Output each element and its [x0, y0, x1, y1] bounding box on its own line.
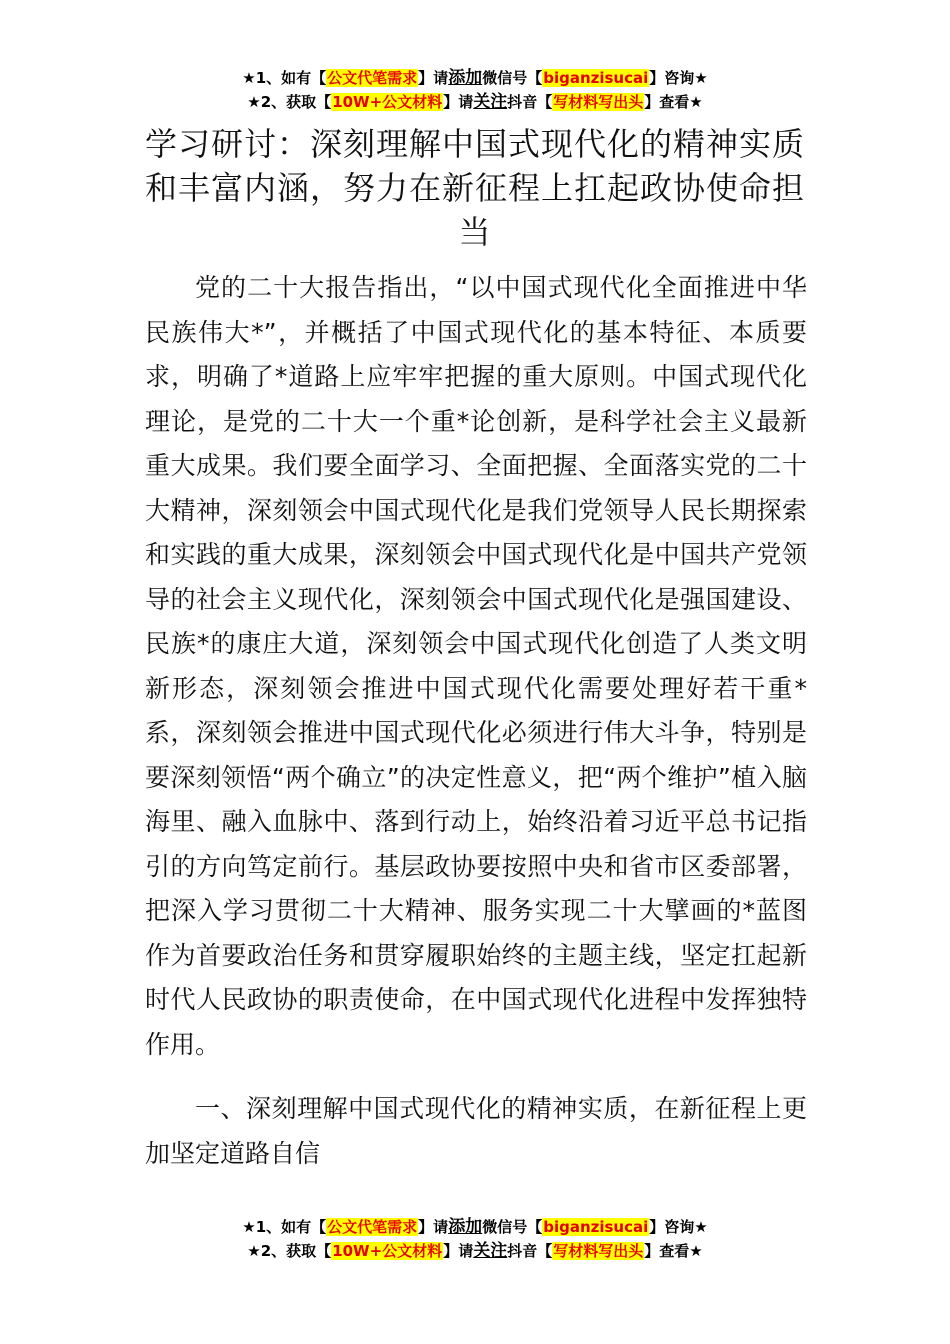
- banner-text: 】查看★: [644, 1242, 703, 1260]
- banner-text: ★1、如有【: [242, 69, 327, 87]
- banner-text: 】请: [418, 1218, 449, 1236]
- banner-line-2: [0, 90, 950, 114]
- banner-emphasis: 添加: [448, 1217, 483, 1237]
- body-paragraph: 党的二十大报告指出，“以中国式现代化全面推进中华民族伟大*”，并概括了中国式现代化的基本特征、本质要求，明确了*道路上应牢牢把握的重大原则。中国式现代化理论，是党的二十大一个重*论创新，是科学社会主义最新重大成果。我们要全面学习、全面把握、全面落实党的二十大精神，深刻领会中国式现代化是我们党领导人民长期探索和实践的重大成果，深刻领会中国式现代化是中国共产党领导的社会主义现代化，深刻领会中国式现代化是强国建设、民族*的康庄大道，深刻领会中国式现代化创造了人类文明新形态，深刻领会推进中国式现代化需要处理好若干重*系，深刻领会推进中国式现代化必须进行伟大斗争，特别是要深刻领悟“两个确立”的决定性意义，把“两个维护”植入脑海里、融入血脉中、落到行动上，始终沿着习近平总书记指引的方向笃定前行。基层政协要按照中央和省市区委部署，把深入学习贯彻二十大精神、服务实现二十大擘画的*蓝图作为首要政治任务和贯穿履职始终的主题主线，坚定扛起新时代人民政协的职责使命，在中国式现代化进程中发挥独特作用。: [145, 273, 807, 1059]
- highlight-douyin-id: 写材料写出头: [553, 93, 644, 111]
- document-body: [145, 266, 807, 1176]
- banner-line-2: [0, 1239, 950, 1263]
- banner-emphasis: 添加: [448, 68, 483, 88]
- bottom-banner: [0, 1215, 950, 1263]
- highlight-service: 公文代笔需求: [327, 1218, 418, 1236]
- banner-text: 】咨询★: [649, 1218, 708, 1236]
- banner-text: 抖音【: [507, 1242, 553, 1260]
- banner-text: ★2、获取【: [247, 93, 332, 111]
- highlight-wechat-id: biganzisucai: [543, 69, 649, 87]
- top-banner: [0, 66, 950, 114]
- banner-text: ★1、如有【: [242, 1218, 327, 1236]
- highlight-douyin-id: 写材料写出头: [553, 1242, 644, 1260]
- section-heading: 一、深刻理解中国式现代化的精神实质，在新征程上更加坚定道路自信: [145, 1094, 807, 1168]
- highlight-materials: 10W+公文材料: [332, 93, 443, 111]
- banner-line-1: [0, 1215, 950, 1239]
- banner-emphasis: 关注: [473, 92, 508, 112]
- banner-text: ★2、获取【: [247, 1242, 332, 1260]
- banner-text: 】请: [418, 69, 449, 87]
- banner-text: 微信号【: [482, 69, 543, 87]
- highlight-wechat-id: biganzisucai: [543, 1218, 649, 1236]
- highlight-service: 公文代笔需求: [327, 69, 418, 87]
- banner-text: 】请: [443, 1242, 474, 1260]
- banner-text: 】请: [443, 93, 474, 111]
- banner-emphasis: 关注: [473, 1241, 508, 1261]
- highlight-materials: 10W+公文材料: [332, 1242, 443, 1260]
- banner-line-1: [0, 66, 950, 90]
- banner-text: 抖音【: [507, 93, 553, 111]
- document-title: 学习研讨：深刻理解中国式现代化的精神实质和丰富内涵，努力在新征程上扛起政协使命担当: [144, 125, 805, 251]
- banner-text: 】咨询★: [649, 69, 708, 87]
- banner-text: 微信号【: [482, 1218, 543, 1236]
- banner-text: 】查看★: [644, 93, 703, 111]
